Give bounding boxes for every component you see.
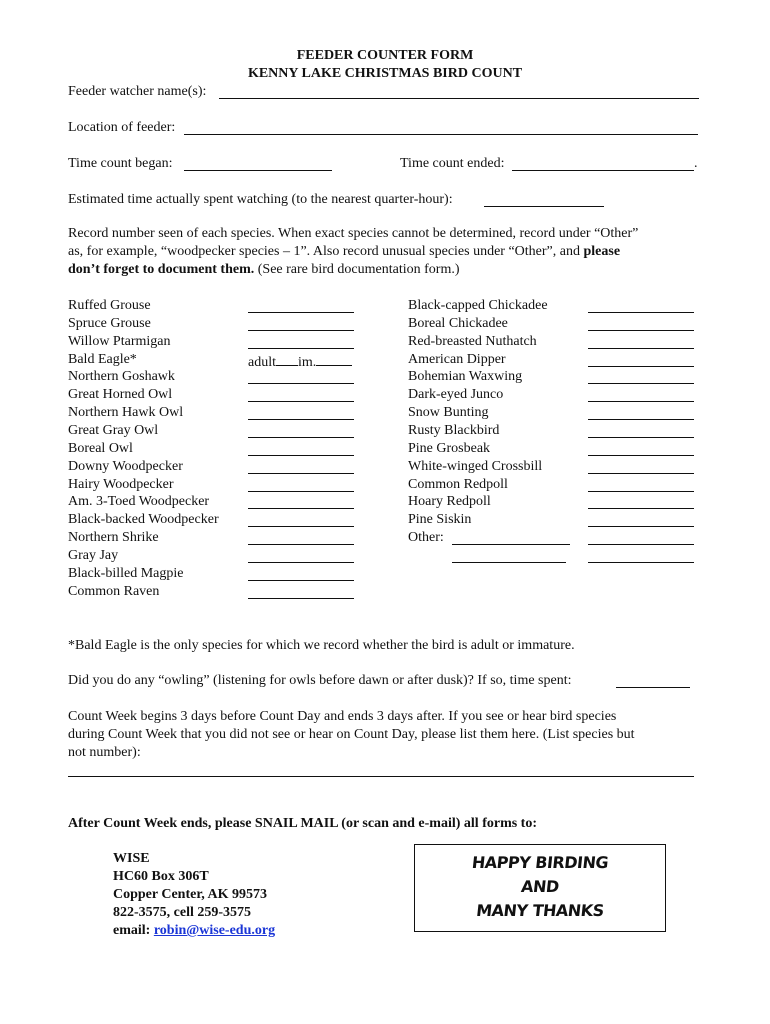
bald-eagle-note: *Bald Eagle is the only species for which we record whether the bird is adult or immature. xyxy=(68,638,575,653)
immature-count-field[interactable] xyxy=(316,351,352,366)
instructions-line-1: Record number seen of each species. When exact species cannot be determined, record under “Other” xyxy=(68,226,639,241)
species-count-field[interactable] xyxy=(248,383,354,384)
other-species-count-field-2[interactable] xyxy=(588,562,694,563)
time-began-field[interactable] xyxy=(184,170,332,171)
instructions-line-3-text: (See rare bird documentation form.) xyxy=(254,262,460,277)
other-species-name-field-2[interactable] xyxy=(452,562,566,563)
count-week-line-1: Count Week begins 3 days before Count Day and ends 3 days after. If you see or hear bird species xyxy=(68,709,617,724)
species-label: Downy Woodpecker xyxy=(68,458,183,474)
species-label: White-winged Crossbill xyxy=(408,458,543,474)
instructions-line-2 xyxy=(68,244,620,260)
instructions-document-them: don’t forget to document them. xyxy=(68,262,255,277)
count-week-line-3: not number): xyxy=(68,745,141,760)
species-label: Gray Jay xyxy=(68,547,119,563)
species-count-field[interactable] xyxy=(248,330,354,331)
time-ended-label: Time count ended: xyxy=(400,156,505,171)
other-species-name-field[interactable] xyxy=(452,544,570,545)
species-count-field[interactable] xyxy=(248,598,354,599)
species-label: Pine Grosbeak xyxy=(408,440,491,456)
estimated-time-label: Estimated time actually spent watching (to the nearest quarter-hour): xyxy=(68,192,453,207)
species-count-field[interactable] xyxy=(588,473,694,474)
species-label: Am. 3-Toed Woodpecker xyxy=(68,494,210,510)
species-label: Black-backed Woodpecker xyxy=(68,512,219,528)
species-count-field[interactable] xyxy=(588,312,694,313)
species-count-field[interactable] xyxy=(248,401,354,402)
watcher-name-label: Feeder watcher name(s): xyxy=(68,84,207,99)
species-count-field[interactable] xyxy=(248,312,354,313)
species-label: Common Redpoll xyxy=(408,476,508,492)
species-count-field[interactable] xyxy=(248,491,354,492)
immature-label: im. xyxy=(298,354,317,370)
species-label: Pine Siskin xyxy=(408,512,472,528)
owling-time-field[interactable] xyxy=(616,687,690,688)
species-count-field[interactable] xyxy=(588,330,694,331)
species-label: Snow Bunting xyxy=(408,405,489,421)
species-count-field[interactable] xyxy=(588,419,694,420)
time-ended-period: . xyxy=(694,156,698,171)
species-count-field[interactable] xyxy=(248,544,354,545)
species-label: Red-breasted Nuthatch xyxy=(408,333,537,349)
signoff-line-1: HAPPY BIRDING xyxy=(470,853,610,872)
signoff-box xyxy=(414,844,666,932)
species-label: Spruce Grouse xyxy=(68,315,151,331)
form-subtitle: KENNY LAKE CHRISTMAS BIRD COUNT xyxy=(247,66,523,81)
species-label: Black-capped Chickadee xyxy=(408,298,548,313)
mail-city: Copper Center, AK 99573 xyxy=(113,887,267,902)
count-week-species-field[interactable] xyxy=(68,776,694,777)
adult-count-field[interactable] xyxy=(276,351,298,366)
adult-label: adult xyxy=(248,354,276,370)
mail-email-line xyxy=(113,923,275,939)
species-count-field[interactable] xyxy=(248,580,354,581)
count-week-line-2: during Count Week that you did not see or hear on Count Day, please list them here. (List species but xyxy=(68,727,635,742)
email-link[interactable]: robin@wise-edu.org xyxy=(153,923,276,938)
species-label: Bohemian Waxwing xyxy=(408,369,523,385)
species-label: Great Gray Owl xyxy=(68,422,159,438)
species-label: Dark-eyed Junco xyxy=(408,387,504,403)
species-label: American Dipper xyxy=(408,351,506,367)
form-title: FEEDER COUNTER FORM xyxy=(296,48,474,63)
species-count-field[interactable] xyxy=(588,401,694,402)
species-count-field[interactable] xyxy=(588,455,694,456)
species-count-field[interactable] xyxy=(248,562,354,563)
mail-heading: After Count Week ends, please SNAIL MAIL (or scan and e-mail) all forms to: xyxy=(68,816,537,831)
location-label: Location of feeder: xyxy=(68,120,176,135)
species-label: Great Horned Owl xyxy=(68,387,173,403)
time-began-label: Time count began: xyxy=(68,156,173,171)
species-label: Hairy Woodpecker xyxy=(68,476,174,492)
signoff-line-3: MANY THANKS xyxy=(475,901,605,920)
species-count-field[interactable] xyxy=(248,508,354,509)
species-count-field[interactable] xyxy=(588,437,694,438)
species-count-field[interactable] xyxy=(248,455,354,456)
species-count-field[interactable] xyxy=(588,526,694,527)
species-label: Bald Eagle* xyxy=(68,351,137,367)
species-count-field[interactable] xyxy=(588,366,694,367)
mail-box: HC60 Box 306T xyxy=(113,869,209,884)
instructions-please: please xyxy=(583,244,621,259)
species-label: Boreal Owl xyxy=(68,440,133,456)
estimated-time-field[interactable] xyxy=(484,206,604,207)
species-count-field[interactable] xyxy=(248,419,354,420)
species-count-field[interactable] xyxy=(248,348,354,349)
species-label: Northern Goshawk xyxy=(68,369,175,385)
species-label: Rusty Blackbird xyxy=(408,422,500,438)
species-label: Northern Shrike xyxy=(68,530,159,546)
species-count-field[interactable] xyxy=(588,508,694,509)
species-label: Willow Ptarmigan xyxy=(68,333,171,349)
instructions-line-3 xyxy=(68,262,460,278)
species-count-field[interactable] xyxy=(588,348,694,349)
species-count-field[interactable] xyxy=(248,473,354,474)
bald-eagle-count-field xyxy=(248,351,352,372)
mail-org: WISE xyxy=(113,851,150,866)
other-species-label: Other: xyxy=(408,530,444,546)
species-label: Northern Hawk Owl xyxy=(68,405,184,421)
mail-phone: 822-3575, cell 259-3575 xyxy=(113,905,252,920)
species-count-field[interactable] xyxy=(588,544,694,545)
signoff-line-2: AND xyxy=(520,877,560,896)
species-count-field[interactable] xyxy=(248,526,354,527)
species-count-field[interactable] xyxy=(588,383,694,384)
species-count-field[interactable] xyxy=(588,491,694,492)
owling-question: Did you do any “owling” (listening for owls before dawn or after dusk)? If so, time spent: xyxy=(68,673,572,688)
species-label: Boreal Chickadee xyxy=(408,315,508,331)
species-label: Ruffed Grouse xyxy=(68,298,151,313)
watcher-name-field[interactable] xyxy=(219,98,699,99)
email-label: email: xyxy=(113,923,151,938)
time-ended-field[interactable] xyxy=(512,170,694,171)
instructions-line-2-text: as, for example, “woodpecker species – 1”. Also record unusual species under “Other”, and xyxy=(68,244,584,259)
species-count-field[interactable] xyxy=(248,437,354,438)
species-label: Common Raven xyxy=(68,583,160,599)
species-label: Black-billed Magpie xyxy=(68,565,184,581)
location-field[interactable] xyxy=(184,134,698,135)
species-label: Hoary Redpoll xyxy=(408,494,491,510)
